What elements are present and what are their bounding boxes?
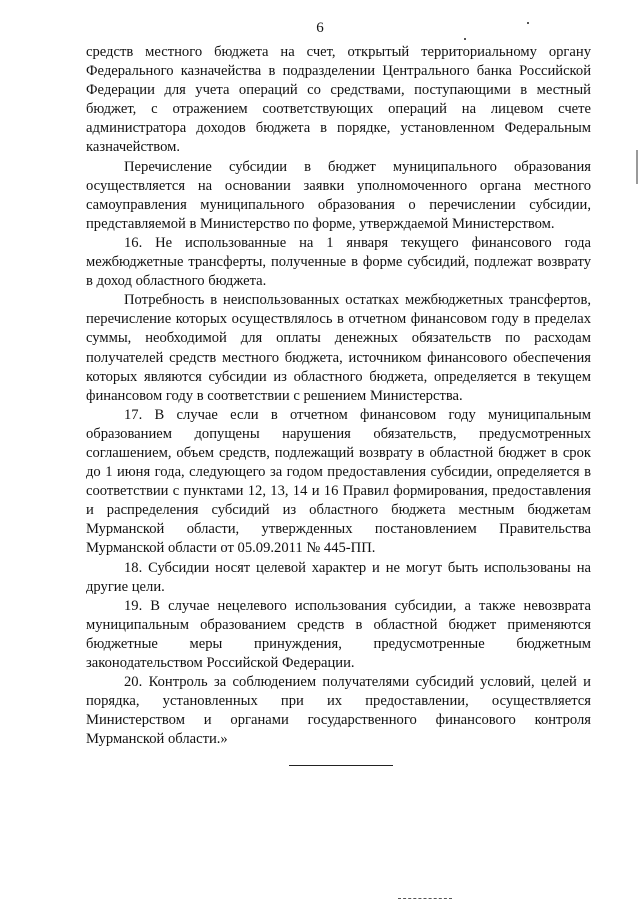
paragraph-17: 17. В случае если в отчетном финансовом году муниципальным образованием допущены нарушения обязательств, предусмотренных соглашением, объем средств, подлежащий возврату в областной бюджет в срок до 1 июня года, следующего за годом предоставления субсидии, определяется в соответствии с пунктами 12, 13, 14 и 16 Правил формирования, предоставления и распределения субсидий из областного бюджета местным бюджетам Мурманской области, утвержденных постановлением Правительства Мурманской области от 05.09.2011 № 445-ПП. xyxy=(86,406,591,557)
scan-speck xyxy=(527,22,529,24)
scan-edge-mark xyxy=(636,150,638,184)
scan-speck xyxy=(464,38,466,40)
paragraph-19: 19. В случае нецелевого использования субсидии, а также невозврата муниципальным образованием средств в областной бюджет применяются бюджетные меры принуждения, предусмотренные бюджетным законодательством Российской Федерации. xyxy=(86,597,591,671)
paragraph-18: 18. Субсидии носят целевой характер и не могут быть использованы на другие цели. xyxy=(86,559,591,595)
closing-separator-line xyxy=(289,765,393,766)
footer-scan-mark xyxy=(398,898,452,900)
document-body xyxy=(86,43,591,749)
paragraph-subsidy-transfer: Перечисление субсидии в бюджет муниципального образования осуществляется на основании заявки уполномоченного органа местного самоуправления муниципального образования о перечислении субсидии, представляемой в Министерство по форме, утверждаемой Министерством. xyxy=(86,158,591,232)
paragraph-continuation: средств местного бюджета на счет, открытый территориальному органу Федерального казначейства в подразделении Центрального банка Российской Федерации для учета операций со средствами, поступающими в местный бюджет, с отражением соответствующих операций на лицевом счете администратора доходов бюджета в порядке, установленном Федеральным казначейством. xyxy=(86,44,591,156)
paragraph-16: 16. Не использованные на 1 января текущего финансового года межбюджетные трансферты, полученные в форме субсидий, подлежат возврату в доход областного бюджета. xyxy=(86,234,591,290)
paragraph-20: 20. Контроль за соблюдением получателями субсидий условий, целей и порядка, установленных при их предоставлении, осуществляется Министерством и органами государственного финансового контроля Мурманской области.» xyxy=(86,674,591,748)
page-number: 6 xyxy=(316,20,324,36)
paragraph-remaining-need: Потребность в неиспользованных остатках межбюджетных трансфертов, перечисление которых осуществлялось в отчетном финансовом году в пределах суммы, необходимой для оплаты денежных обязательств по расходам получателей средств местного бюджета, источником финансового обеспечения которых являются субсидии из областного бюджета, определяется в текущем финансовом году в соответствии с решением Министерства. xyxy=(86,292,591,404)
